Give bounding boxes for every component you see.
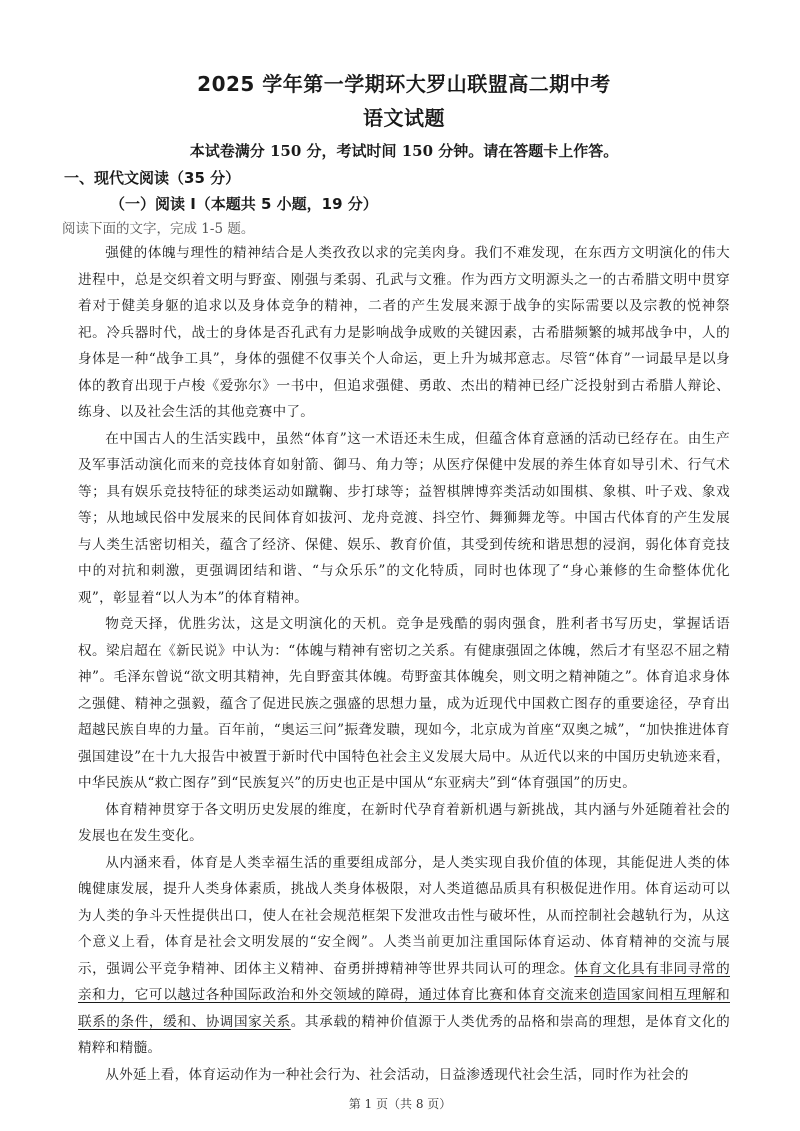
paragraph-5-text-a: 从内涵来看，体育是人类幸福生活的重要组成部分，是人类实现自我价值的体现，其能促进人类的体魄健康发展，提升人类身体素质，挑战人类身体极限，对人类道德品质具有积极促进作用。体育运动可以为人类的争斗天性提供出口，使人在社会规范框架下发泄攻击性与破坏性，从而控制社会越轨行为，从这个意义上看，体育是社会文明发展的“安全阀”。人类当前更加注重国际体育运动、体育精神的交流与展示，强调公平竞争精神、团体主义精神、奋勇拼搏精神等世界共同认可的理念。: [78, 854, 730, 977]
paragraph-2: 在中国古人的生活实践中，虽然“体育”这一术语还未生成，但蕴含体育意涵的活动已经存在。由生产及军事活动演化而来的竞技体育如射箭、御马、角力等；从医疗保健中发展的养生体育如导引术、行气术等；具有娱乐竞技特征的球类运动如蹴鞠、步打球等；益智棋牌博弈类活动如围棋、象棋、叶子戏、象戏等；从地域民俗中发展来的民间体育如拔河、龙舟竞渡、抖空竹、舞狮舞龙等。中国古代体育的产生发展与人类生活密切相关，蕴含了经济、保健、娱乐、教育价值，其受到传统和谐思想的浸润，弱化体育竞技中的对抗和刺激，更强调团结和谐、“与众乐乐”的文化特质，同时也体现了“身心兼修的生命整体优化观”，彰显着“以人为本”的体育精神。: [78, 430, 730, 606]
exam-info: 本试卷满分 150 分，考试时间 150 分钟。请在答题卡上作答。: [189, 142, 619, 160]
paragraph-4: 体育精神贯穿于各文明历史发展的维度，在新时代孕育着新机遇与新挑战，其内涵与外延随着社会的发展也在发生变化。: [78, 801, 730, 844]
exam-title: 2025 学年第一学期环大罗山联盟高二期中考: [197, 72, 611, 96]
underlined-sentence: 体育文化具有非同寻常的亲和力，它可以越过各种国际政治和外交领域的障碍，通过体育比赛和体育交流来创造国家间相互理解和联系的条件，缓和、协调国家关系: [78, 960, 730, 1030]
paragraph-6: 从外延上看，体育运动作为一种社会行为、社会活动，日益渗透现代社会生活，同时作为社会的: [105, 1066, 689, 1083]
reading-instruction: 阅读下面的文字，完成 1-5 题。: [62, 221, 255, 237]
paragraph-5-text-b: 。其承载的精神价值源于人类优秀的品格和崇高的理想，是体育文化的精粹和精髓。: [78, 1013, 730, 1056]
paragraph-1: 强健的体魄与理性的精神结合是人类孜孜以求的完美肉身。我们不难发现，在东西方文明演化的伟大进程中，总是交织着文明与野蛮、刚强与柔弱、孔武与文雅。作为西方文明源头之一的古希腊文明中贯穿着对于健美身躯的追求以及身体竞争的精神，二者的产生发展来源于战争的实际需要以及宗教的悦神祭祀。冷兵器时代，战士的身体是否孔武有力是影响战争成败的关键因素，古希腊频繁的城邦战争中，人的身体是一种“战争工具”，身体的强健不仅事关个人命运，更上升为城邦意志。尽管“体育”一词最早是以身体的教育出现于卢梭《爱弥尔》一书中，但追求强健、勇敢、杰出的精神已经广泛投射到古希腊人辩论、练身、以及社会生活的其他竞赛中了。: [78, 245, 730, 420]
exam-subtitle: 语文试题: [363, 106, 445, 130]
sub-section-heading: （一）阅读 I（本题共 5 小题，19 分）: [110, 195, 378, 213]
paragraph-3: 物竞天择，优胜劣汰，这是文明演化的天机。竞争是残酷的弱肉强食，胜利者书写历史，掌握话语权。梁启超在《新民说》中认为：“体魄与精神有密切之关系。有健康强固之体魄，然后才有坚忍不屈之精神”。毛泽东曾说“欲文明其精神，先自野蛮其体魄。苟野蛮其体魄矣，则文明之精神随之”。体育追求身体之强健、精神之强毅，蕴含了促进民族之强盛的思想力量，成为近现代中国救亡图存的重要途径，孕育出超越民族自卑的力量。百年前，“奥运三问”振聋发聩，现如今，北京成为首座“双奥之城”，“加快推进体育强国建设”在十九大报告中被置于新时代中国特色社会主义发展大局中。从近代以来的中国历史轨迹来看，中华民族从“救亡图存”到“民族复兴”的历史也正是中国从“东亚病夫”到“体育强国”的历史。: [78, 616, 730, 791]
page-footer: 第 1 页（共 8 页）: [348, 1097, 452, 1111]
paragraph-5: [78, 850, 730, 1062]
section-heading: 一、现代文阅读（35 分）: [64, 169, 241, 187]
